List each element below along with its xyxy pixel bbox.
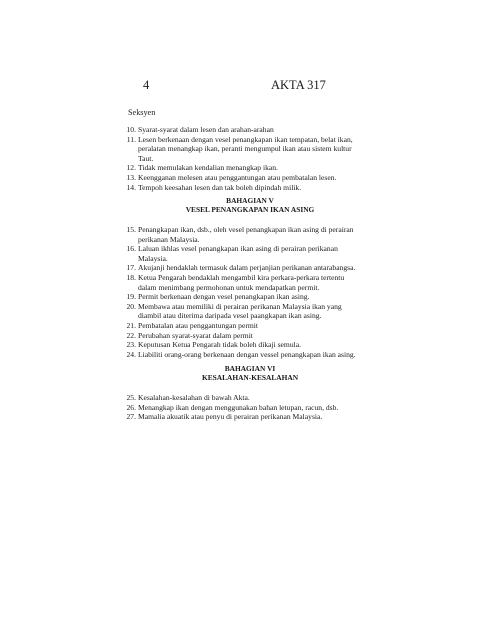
item-text: Ketua Pengarah bendaklah mengambil kira perkara-perkara tertentu dalam menimbang permohonan untuk mendapatkan permit. (138, 272, 345, 292)
part-heading-vi (121, 364, 379, 383)
item-text: Tidak memulakan kendalian menangkap ikan. (138, 163, 278, 173)
part-heading-v (121, 196, 379, 215)
item-text: Laluan ikhlas vesel penangkapan ikan asing di perairan perikanan Malaysia. (138, 244, 338, 263)
list-item (121, 403, 379, 413)
list-item (121, 263, 379, 273)
item-text: Membawa atau memiliki di perairan perikanan Malaysia ikan yang diambil atau diterima daripada vesel paangkapan ikan asing. (138, 301, 342, 321)
item-number: 26. (126, 402, 136, 412)
list-item (121, 183, 379, 193)
item-text: Lesen berkenaan dengan vesel penangkapan ikan tempatan, belat ikan, peralatan menangkap ikan, peranti mengumpul ikan atau sistem kultur Taut. (138, 134, 353, 163)
list-item (121, 125, 379, 135)
item-number: 19. (126, 292, 136, 302)
item-number: 17. (126, 263, 136, 273)
item-text: Perubahan syarat-syarat dalam permit (138, 330, 253, 340)
section-list-group-2 (121, 225, 379, 359)
page-header (0, 78, 495, 98)
section-list-group-3 (121, 393, 379, 422)
item-number: 18. (126, 272, 136, 282)
section-list-group-1 (121, 125, 379, 192)
item-number: 13. (126, 172, 136, 182)
seksyen-label: Seksyen (128, 108, 156, 117)
list-item (121, 292, 379, 302)
item-text: Permit berkenaan dengan vesel penangkapan ikan asing. (138, 292, 310, 302)
item-text: Pembatalan atau penggantungan permit (138, 320, 258, 330)
list-item (121, 393, 379, 403)
item-number: 20. (126, 301, 136, 311)
part-title: KESALAHAN-KESALAHAN (201, 373, 299, 383)
list-item (121, 135, 379, 164)
item-number: 10. (126, 125, 136, 134)
list-item (121, 273, 379, 292)
item-number: 14. (126, 182, 136, 192)
item-number: 12. (126, 163, 136, 173)
list-item (121, 302, 379, 321)
item-number: 23. (126, 340, 136, 350)
list-item (121, 225, 379, 244)
item-text: Mamalia akuatik atau penyu di perairan perikanan Malaysia. (138, 412, 323, 422)
part-label: BAHAGIAN V (226, 196, 274, 205)
item-number: 24. (126, 349, 136, 359)
item-text: Akujanji hendaklah termasuk dalam perjanjian perikanan antarabangsa. (138, 263, 356, 273)
running-head: AKTA 317 (271, 78, 326, 92)
item-text: Kesalahan-kesalahan di bawah Akta. (138, 393, 250, 402)
part-title: VESEL PENANGKAPAN IKAN ASING (185, 205, 315, 215)
item-number: 15. (126, 225, 136, 234)
item-text: Keengganan melesen atau penggantungan atau pembatalan lesen. (138, 172, 337, 182)
item-text: Syarat-syarat dalam lesen dan arahan-arahan (138, 125, 274, 134)
list-item (121, 173, 379, 183)
list-item (121, 340, 379, 350)
item-text: Keputusan Ketua Pengarah tidak boleh dikaji semula. (138, 340, 302, 350)
item-number: 25. (126, 393, 136, 402)
item-text: Penangkapan ikan, dsb., oleh vesel penangkapan ikan asing di perairan perikanan Malaysia. (138, 225, 354, 244)
part-label: BAHAGIAN VI (224, 364, 276, 373)
item-text: Menangkap ikan dengan menggunakan bahan letupan, racun, dsb. (138, 402, 339, 412)
list-item (121, 244, 379, 263)
item-number: 16. (126, 244, 136, 254)
item-number: 21. (126, 320, 136, 330)
list-item (121, 350, 379, 360)
item-number: 22. (126, 330, 136, 340)
list-item (121, 163, 379, 173)
item-text: Tempoh keesahan lesen dan tak boleh dipindah milik. (138, 182, 302, 192)
list-item (121, 412, 379, 422)
item-text: Liabiliti orang-orang berkenaan dengan vessel penangkapan ikan asing. (138, 349, 356, 359)
page-number: 4 (143, 78, 150, 92)
item-number: 11. (126, 134, 136, 144)
list-item (121, 321, 379, 331)
item-number: 27. (126, 412, 136, 422)
list-item (121, 331, 379, 341)
